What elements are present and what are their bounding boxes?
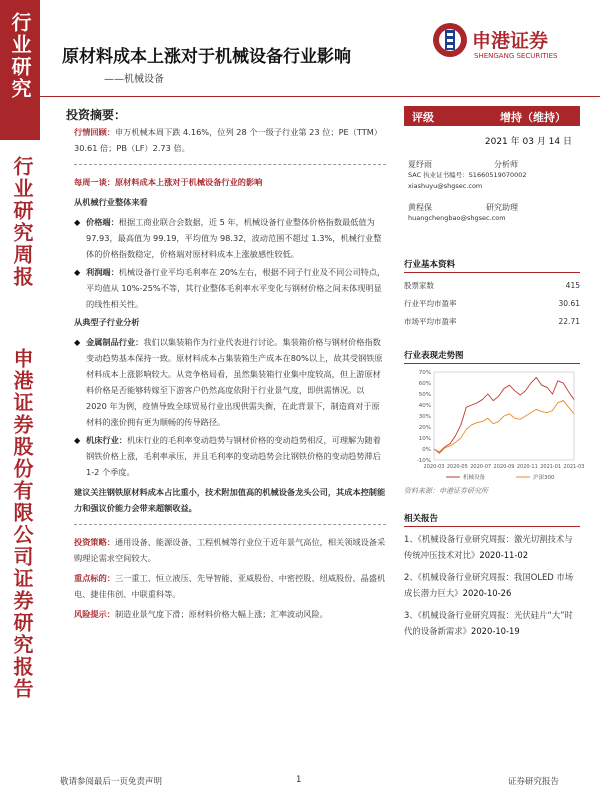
market-review <box>74 124 386 156</box>
y-tick-label: 0% <box>422 447 431 453</box>
y-tick-label: 10% <box>418 436 431 442</box>
stocks-label: 重点标的： <box>74 573 115 583</box>
x-tick-label: 2020-05 <box>446 464 468 470</box>
logo-mark-icon <box>432 22 468 58</box>
bullet-profit-label: 利润端： <box>86 267 119 277</box>
investment-advice: 建议关注钢铁原材料成本占比重小，技术附加值高的机械设备龙头公司，其成本控制能力和强议价能力会带来超额收益。 <box>74 487 386 513</box>
rating-label: 评级 <box>412 111 434 124</box>
related-text: 3、《机械设备行业研究周报：光伏硅片“大”时代的设备新需求》 <box>404 610 573 636</box>
report-subtitle: ——机械设备 <box>104 74 164 85</box>
bullet-price <box>74 214 386 262</box>
x-tick-label: 2021-03 <box>563 464 585 470</box>
chart-source: 资料来源：申港证券研究所 <box>404 487 488 495</box>
strategy-label: 投资策略： <box>74 537 115 547</box>
report-title: 原材料成本上涨对于机械设备行业影响 <box>62 47 351 67</box>
basic-info-key: 行业平均市盈率 <box>404 299 457 308</box>
market-label: 行情回顾： <box>74 127 115 137</box>
strategy-text: 通用设备、能源设备、工程机械等行业位于近年景气高位，相关领域设备采购理论需求空间较大。 <box>74 537 386 563</box>
sidebar-text-weekly: 行业研究周报 <box>10 156 34 288</box>
report-header <box>40 0 600 97</box>
analyst-2 <box>408 202 580 224</box>
bullet-dot-icon: ◆ <box>74 337 81 347</box>
analyst-license: SAC 执业证书编号：S1660519070002 <box>408 171 527 179</box>
bullet-metal-text: 我们以集装箱作为行业代表进行讨论。集装箱价格与钢材价格指数变动趋势基本保持一致。原材料成本占集装箱生产成本在80%以上，故其受钢铁原材料成本上涨影响较大。从竞争格局看，虽然集装箱行业集中度较高，但上游原材料价格是否能够转嫁至下游客户仍然高度依附于行业景气度，即供需情况。以 2020 年为例，疫情导致全球贸易行业出现供需失衡，在此背景下，制造商对于原材料的涨价拥有更为顺畅的传导路径。 <box>86 337 383 427</box>
risk-warning <box>74 606 386 622</box>
subheading-subindustry: 从典型子行业分析 <box>74 317 140 327</box>
footer-page-number: 1 <box>296 775 302 785</box>
analyst-role: 研究助理 <box>486 203 518 212</box>
y-tick-label: -10% <box>416 458 431 464</box>
stocks-text: 三一重工、恒立液压、先导智能、亚威股份、中密控股、纽威股份、晶盛机电、捷佳伟创、中联重科等。 <box>74 573 386 599</box>
x-tick-label: 2020-07 <box>470 464 492 470</box>
bullet-machine-tool-text: 机床行业的毛利率变动趋势与钢材价格的变动趋势相反，可理解为随着钢铁价格上涨，毛利率承压，并且毛利率的变动趋势会比钢铁价格的变动趋势滞后 1-2 个季度。 <box>86 435 381 477</box>
logo-english: SHENGANG SECURITIES <box>474 52 558 60</box>
logo-name: 申港证券 <box>472 30 549 52</box>
x-tick-label: 2020-11 <box>516 464 538 470</box>
bullet-price-label: 价格端： <box>86 217 119 227</box>
x-tick-label: 2020-09 <box>493 464 515 470</box>
focus-label: 每周一谈： <box>74 177 115 187</box>
series-line <box>434 401 574 454</box>
main-content <box>74 124 386 626</box>
market-text: 申万机械本周下跌 4.16%，位列 28 个一级子行业第 23 位；PE（TTM）30.61 倍；PB（LF）2.73 倍。 <box>74 127 382 153</box>
bullet-dot-icon: ◆ <box>74 267 81 277</box>
analyst-name: 夏纾雨 <box>408 160 432 169</box>
divider <box>74 524 386 526</box>
y-tick-label: 40% <box>418 403 431 409</box>
y-tick-label: 50% <box>418 392 431 398</box>
report-date: 2021 年 03 月 14 日 <box>484 137 572 147</box>
footer-disclaimer: 敬请参阅最后一页免责声明 <box>60 777 163 787</box>
sidebar-text-industry: 行业研究 <box>8 12 32 100</box>
basic-info-row <box>404 295 580 313</box>
rating-value: 增持（维持） <box>500 111 566 124</box>
risk-label: 风险提示： <box>74 609 115 619</box>
related-item[interactable] <box>404 569 580 601</box>
company-logo <box>432 22 558 62</box>
x-tick-label: 2021-01 <box>540 464 562 470</box>
legend-label: 机械设备 <box>463 475 486 481</box>
sidebar-block-industry <box>0 0 40 140</box>
strategy <box>74 534 386 566</box>
legend-label: 沪深300 <box>533 475 555 481</box>
footer-right: 证券研究报告 <box>508 777 560 787</box>
rating-bar <box>404 106 580 126</box>
sidebar-text-company: 申港证券股份有限公司证券研究报告 <box>10 348 34 700</box>
analyst-email: xiashuyu@shgsec.com <box>408 182 483 190</box>
summary-heading: 投资摘要： <box>66 108 127 122</box>
bullet-dot-icon: ◆ <box>74 435 81 445</box>
analyst-role: 分析师 <box>494 160 518 169</box>
basic-info-key: 市场平均市盈率 <box>404 317 457 326</box>
divider <box>74 164 386 166</box>
related-item[interactable] <box>404 531 580 563</box>
related-date: 2020-11-02 <box>479 550 529 560</box>
related-date: 2020-10-26 <box>462 588 512 598</box>
analyst-email: huangchengbao@shgsec.com <box>408 214 506 222</box>
bullet-profit-text: 机械设备行业平均毛利率在 20%左右，根据不同子行业及不同公司特点，平均值从 10%-25%不等，其行业整体毛利率水平变化与钢材价格之间未体现明显的线性相关性。 <box>86 267 386 309</box>
performance-chart <box>404 364 585 484</box>
analyst-name: 黄程保 <box>408 203 432 212</box>
weekly-topic <box>74 174 386 190</box>
basic-info-value: 415 <box>565 281 580 290</box>
bullet-price-text: 根据工商业联合会数据，近 5 年，机械设备行业整体价格指数最低值为 97.93，最高值为 99.19，平均值为 98.32，波动范围不超过 1.3%，机械行业整体的价格指数稳定，价格端对原材料成本上涨敏感性较低。 <box>86 217 382 259</box>
focus-title: 原材料成本上涨对于机械设备行业的影响 <box>114 177 263 187</box>
bullet-dot-icon: ◆ <box>74 217 81 227</box>
series-line <box>434 378 574 453</box>
y-tick-label: 20% <box>418 425 431 431</box>
y-tick-label: 60% <box>418 381 431 387</box>
sidebar-block-weekly <box>0 140 40 340</box>
related-reports <box>404 512 580 639</box>
bullet-machine-tool <box>74 432 386 480</box>
subheading-overall: 从机械行业整体来看 <box>74 197 148 207</box>
right-column <box>404 106 585 645</box>
bullet-metal <box>74 334 386 430</box>
performance-chart-svg <box>404 364 585 484</box>
related-title: 相关报告 <box>404 512 580 527</box>
basic-info-row <box>404 313 580 331</box>
basic-info-row <box>404 277 580 295</box>
basic-info-key: 股票家数 <box>404 281 434 290</box>
basic-info-value: 30.61 <box>558 299 580 308</box>
basic-info <box>404 258 580 331</box>
related-text: 1、《机械设备行业研究周报：激光切割技术与传统冲压技术对比》 <box>404 534 573 560</box>
y-tick-label: 70% <box>418 370 431 376</box>
bullet-machine-tool-label: 机床行业： <box>86 435 127 445</box>
x-tick-label: 2020-03 <box>423 464 445 470</box>
y-tick-label: 30% <box>418 414 431 420</box>
related-list <box>404 531 580 639</box>
key-stocks <box>74 570 386 602</box>
related-date: 2020-10-19 <box>471 626 520 636</box>
performance-title: 行业表现走势图 <box>404 349 580 364</box>
left-sidebar <box>0 0 40 800</box>
analyst-1 <box>408 159 580 192</box>
basic-info-title: 行业基本资料 <box>404 258 580 273</box>
performance-section <box>404 349 585 496</box>
bullet-profit <box>74 264 386 312</box>
risk-text: 制造业景气度下滑；原材料价格大幅上涨；汇率波动风险。 <box>114 609 328 619</box>
related-item[interactable] <box>404 607 580 639</box>
basic-info-value: 22.71 <box>558 317 580 326</box>
related-text: 2、《机械设备行业研究周报：我国OLED 市场成长潜力巨大》 <box>404 572 574 598</box>
sidebar-block-company <box>0 340 40 750</box>
bullet-metal-label: 金属制品行业： <box>86 337 144 347</box>
